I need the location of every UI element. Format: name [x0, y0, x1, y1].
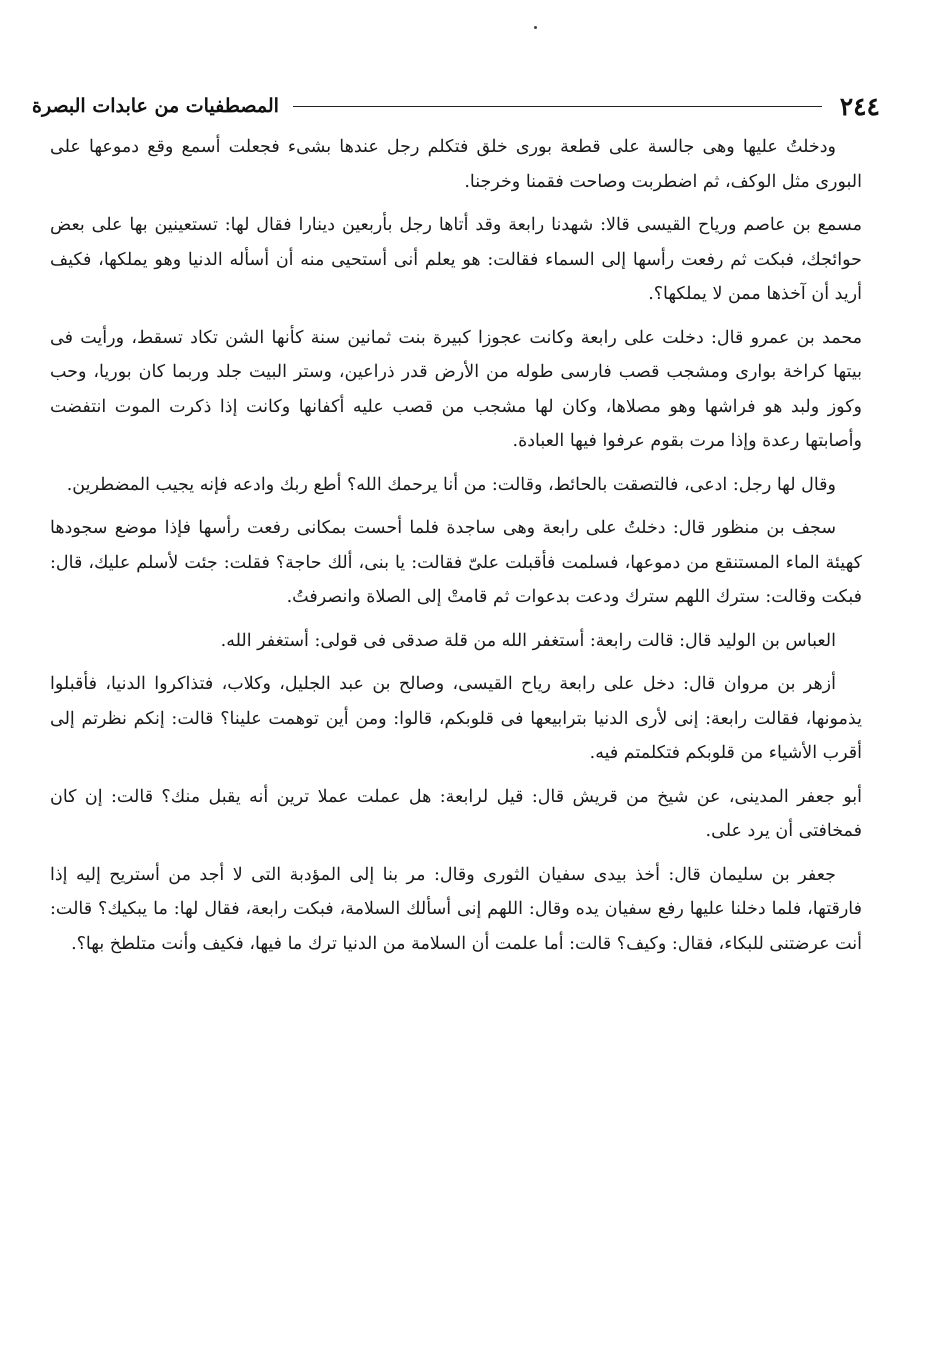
paragraph: سجف بن منظور قال: دخلتُ على رابعة وهى ساجدة فلما أحست بمكانى رفعت رأسها فإذا موضع سجودها كهيئة الماء المستنقع من دموعها، فسلمت فأقبلت علىّ فقالت: يا بنى، ألك حاجة؟ فقلت: جئت لأسلم عليك، قال: فبكت وقالت: سترك اللهم سترك ودعت بدعوات ثم قامتْ إلى الصلاة وانصرفتُ. — [50, 518, 862, 607]
page-body — [50, 130, 862, 970]
page-header — [32, 86, 880, 126]
running-head: المصطفيات من عابدات البصرة — [32, 95, 279, 117]
paragraph: مسمع بن عاصم ورياح القيسى قالا: شهدنا رابعة وقد أتاها رجل بأربعين دينارا فقال لها: تستعينين بها على بعض حوائجك، فبكت ثم رفعت رأسها إلى السماء فقالت: هو يعلم أنى أستحيى منه أن أسأله الدنيا وهو يملكها، فكيف أريد أن آخذها ممن لا يملكها؟. — [50, 215, 862, 304]
header-rule — [293, 106, 822, 107]
page-number: ٢٤٤ — [839, 91, 880, 121]
top-dot-mark — [534, 26, 537, 29]
paragraph: العباس بن الوليد قال: قالت رابعة: أستغفر الله من قلة صدقى فى قولى: أستغفر الله. — [220, 630, 836, 651]
paragraph: أبو جعفر المدينى، عن شيخ من قريش قال: قيل لرابعة: هل عملت عملا ترين أنه يقبل منك؟ قالت: إن كان فمخافتى أن يرد على. — [50, 786, 862, 841]
paragraph: أزهر بن مروان قال: دخل على رابعة رياح القيسى، وصالح بن عبد الجليل، وكلاب، فتذاكروا الدنيا، فأقبلوا يذمونها، فقالت رابعة: إنى لأرى الدنيا بترابيعها فى قلوبكم، قالوا: ومن أين توهمت علينا؟ قالت: إنكم نظرتم إلى أقرب الأشياء من قلوبكم فتكلمتم فيه. — [50, 674, 862, 763]
paragraph: وقال لها رجل: ادعى، فالتصقت بالحائط، وقالت: من أنا يرحمك الله؟ أطع ربك وادعه فإنه يجيب المضطرين. — [66, 474, 836, 495]
paragraph: ودخلتُ عليها وهى جالسة على قطعة بورى خلق فتكلم رجل عندها بشىء فجعلت أسمع وقع دموعها على البورى مثل الوكف، ثم اضطربت وصاحت فقمنا وخرجنا. — [50, 137, 862, 192]
paragraph: جعفر بن سليمان قال: أخذ بيدى سفيان الثورى وقال: مر بنا إلى المؤدبة التى لا أجد من أستريح إليه إذا فارقتها، فلما دخلنا عليها رفع سفيان يده وقال: اللهم إنى أسألك السلامة، فبكت رابعة، فقال لها: ما يبكيك؟ قالت: أنت عرضتنى للبكاء، فقال: وكيف؟ قالت: أما علمت أن السلامة من الدنيا ترك ما فيها، فكيف وأنت متلطخ بها؟. — [50, 864, 862, 954]
paragraph: محمد بن عمرو قال: دخلت على رابعة وكانت عجوزا كبيرة بنت ثمانين سنة كأنها الشن تكاد تسقط، ورأيت فى بيتها كراخة بوارى ومشجب قصب فارسى طوله من الأرض قدر ذراعين، وستر البيت جلد وربما كان بوريا، وحب وكوز ولبد هو فراشها وهو مصلاها، وكان لها مشجب من قصب عليه أكفانها وكانت إذا ذكرت الموت انتفضت وأصابتها رعدة وإذا مرت بقوم عرفوا فيها العبادة. — [50, 327, 862, 451]
